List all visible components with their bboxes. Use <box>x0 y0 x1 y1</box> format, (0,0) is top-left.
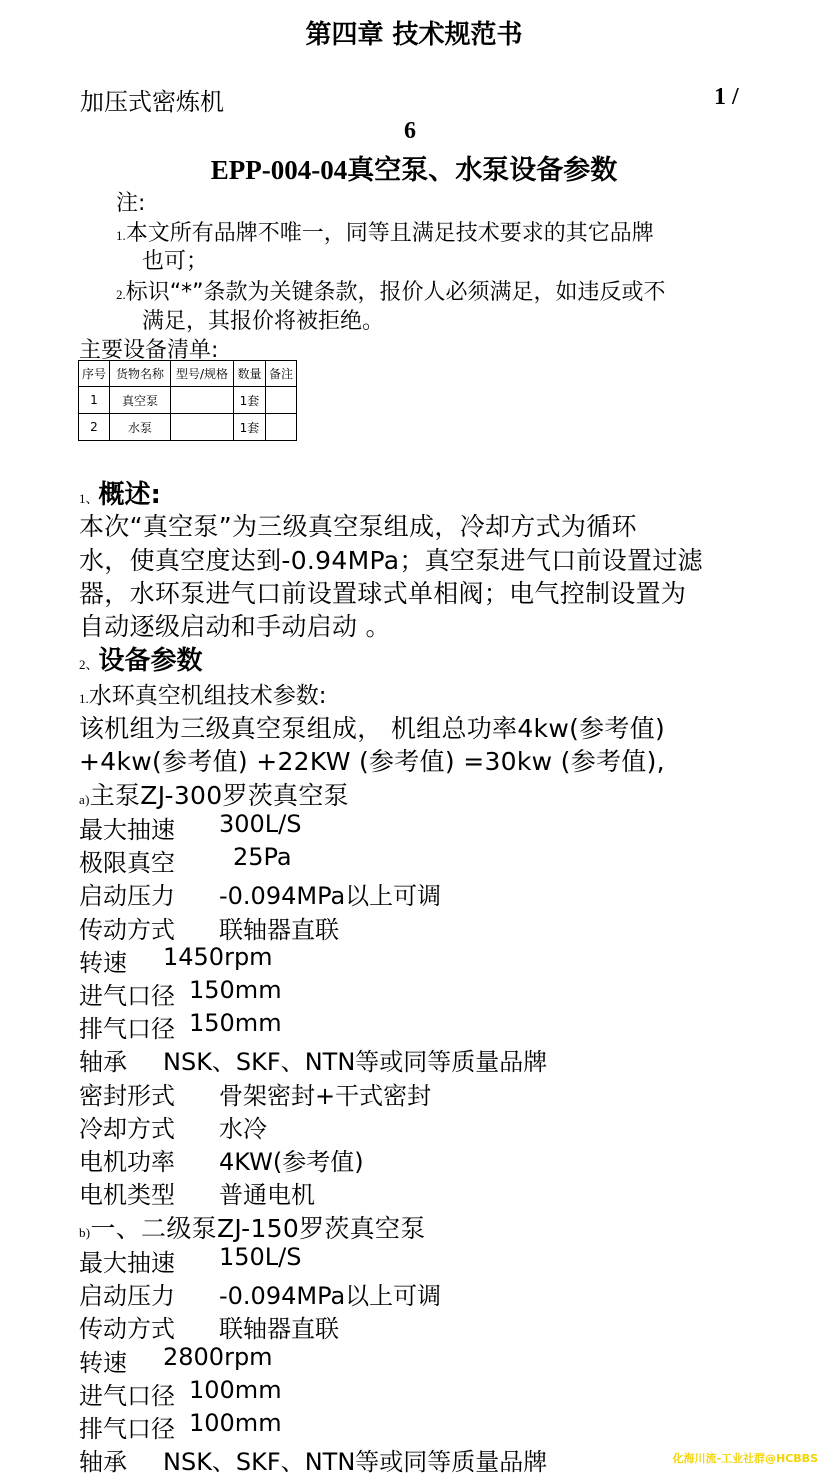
table-cell: 1套 <box>234 387 266 414</box>
pump-number: b) <box>79 1225 91 1240</box>
equipment-table <box>78 360 297 441</box>
table-header-row <box>79 361 297 387</box>
table-cell: 1套 <box>234 414 266 441</box>
param-label: 启动压力 <box>79 882 175 911</box>
param-row <box>79 1076 432 1111</box>
subsection-heading <box>79 677 327 710</box>
param-row <box>79 1142 364 1177</box>
section-title: 设备参数 <box>98 646 203 676</box>
section-heading <box>79 640 203 677</box>
col-header: 备注 <box>266 361 297 387</box>
param-value: 骨架密封+干式密封 <box>219 1081 432 1110</box>
page-number: 1 / <box>714 84 739 110</box>
param-row <box>79 910 339 945</box>
param-value: 100mm <box>189 1409 282 1437</box>
param-label: 最大抽速 <box>79 816 175 844</box>
param-label: 进气口径 <box>79 1381 175 1410</box>
param-value: 1450rpm <box>163 942 273 971</box>
note-text: 本文所有品牌不唯一，同等且满足技术要求的其它品牌 <box>125 221 654 246</box>
param-value: 25Pa <box>233 843 292 872</box>
pump-heading <box>79 776 349 812</box>
param-row <box>79 1109 267 1144</box>
param-row <box>79 1243 302 1278</box>
overview-line: 器，水环泵进气口前设置球式单相阀；电气控制设置为 <box>79 579 687 608</box>
note-number: 2. <box>116 287 126 302</box>
param-value: -0.094MPa以上可调 <box>219 1282 442 1311</box>
param-row <box>79 1409 282 1444</box>
table-cell <box>266 387 297 414</box>
table-cell <box>266 414 297 441</box>
table-cell <box>171 387 234 414</box>
param-label: 排气口径 <box>79 1015 175 1044</box>
notes-label: 注: <box>116 191 146 216</box>
param-value: 联轴器直联 <box>219 1315 339 1344</box>
section-number: 1、 <box>79 491 99 506</box>
param-value: 150L/S <box>219 1243 302 1271</box>
note-text: 标识“*”条款为关键条款，报价人必须满足，如违反或不 <box>125 280 666 305</box>
param-value: 联轴器直联 <box>219 915 339 944</box>
param-value: -0.094MPa以上可调 <box>219 882 442 911</box>
subsection-number: 1. <box>79 691 89 706</box>
param-row <box>79 1276 442 1311</box>
param-row <box>79 843 292 878</box>
param-row <box>79 1309 339 1344</box>
equipment-list-title: 主要设备清单: <box>79 338 219 363</box>
param-row <box>79 810 302 845</box>
note-item <box>116 275 666 306</box>
param-value: 300L/S <box>219 810 302 838</box>
param-label: 电机类型 <box>79 1181 175 1210</box>
section-number: 2、 <box>79 657 99 672</box>
overview-line: 本次“真空泵”为三级真空泵组成，冷却方式为循环 <box>79 512 637 541</box>
col-header: 型号/规格 <box>171 361 234 387</box>
param-label: 进气口径 <box>79 982 175 1010</box>
param-value: 2800rpm <box>163 1342 273 1371</box>
param-label: 转速 <box>79 1348 127 1377</box>
param-label: 转速 <box>79 948 127 977</box>
param-row <box>79 876 442 911</box>
table-cell: 2 <box>79 414 110 441</box>
param-row <box>79 942 273 978</box>
pump-title: 主泵ZJ-300罗茨真空泵 <box>89 781 349 810</box>
param-value: 普通电机 <box>219 1181 315 1210</box>
param-label: 密封形式 <box>79 1081 175 1110</box>
table-cell: 1 <box>79 387 110 414</box>
param-row <box>79 1042 548 1077</box>
param-row <box>79 1175 315 1210</box>
param-label: 最大抽速 <box>79 1249 175 1277</box>
param-value: NSK、SKF、NTN等或同等质量品牌 <box>163 1048 548 1077</box>
param-label: 轴承 <box>79 1448 127 1477</box>
page-total: 6 <box>404 118 416 144</box>
table-cell: 真空泵 <box>110 387 171 414</box>
param-label: 启动压力 <box>79 1282 175 1311</box>
note-text-cont: 也可； <box>142 249 209 274</box>
param-value: 水冷 <box>219 1114 267 1143</box>
intro-line: +4kw(参考值) +22KW (参考值) =30kw (参考值), <box>79 747 665 776</box>
param-value: NSK、SKF、NTN等或同等质量品牌 <box>163 1448 548 1477</box>
table-cell: 水泵 <box>110 414 171 441</box>
document-title: EPP-004-04真空泵、水泵设备参数 <box>210 155 618 185</box>
table-row <box>79 414 297 441</box>
section-heading <box>79 474 161 511</box>
param-row <box>79 1009 282 1044</box>
param-row <box>79 1342 273 1378</box>
param-label: 传动方式 <box>79 915 175 944</box>
param-label: 传动方式 <box>79 1315 175 1344</box>
param-row <box>79 976 282 1011</box>
watermark: 化海川流-工业社群@HCBBS <box>672 1452 818 1465</box>
param-label: 冷却方式 <box>79 1114 175 1143</box>
intro-line: 该机组为三级真空泵组成， 机组总功率4kw(参考值) <box>79 714 666 743</box>
note-text-cont: 满足，其报价将被拒绝。 <box>142 309 385 334</box>
section-title: 概述: <box>98 480 161 510</box>
subsection-title: 水环真空机组技术参数: <box>88 683 327 709</box>
overview-line: 自动逐级启动和手动启动 。 <box>79 612 391 641</box>
pump-heading <box>79 1209 426 1245</box>
table-row <box>79 387 297 414</box>
overview-line: 水，使真空度达到-0.94MPa；真空泵进气口前设置过滤 <box>79 546 703 575</box>
table-cell <box>171 414 234 441</box>
note-number: 1. <box>116 228 126 243</box>
machine-name: 加压式密炼机 <box>80 88 224 116</box>
param-label: 排气口径 <box>79 1415 175 1443</box>
param-label: 轴承 <box>79 1048 127 1077</box>
pump-number: a) <box>79 792 90 807</box>
note-item <box>116 216 654 247</box>
param-label: 电机功率 <box>79 1148 175 1176</box>
col-header: 序号 <box>79 361 110 387</box>
param-label: 极限真空 <box>79 849 175 878</box>
col-header: 数量 <box>234 361 266 387</box>
param-value: 150mm <box>189 1009 282 1038</box>
chapter-title: 第四章 技术规范书 <box>305 20 523 50</box>
col-header: 货物名称 <box>110 361 171 387</box>
param-value: 4KW(参考值) <box>219 1148 364 1176</box>
pump-title: 一、二级泵ZJ-150罗茨真空泵 <box>90 1214 426 1243</box>
param-value: 150mm <box>189 976 282 1004</box>
param-row <box>79 1375 282 1411</box>
param-value: 100mm <box>189 1375 282 1404</box>
